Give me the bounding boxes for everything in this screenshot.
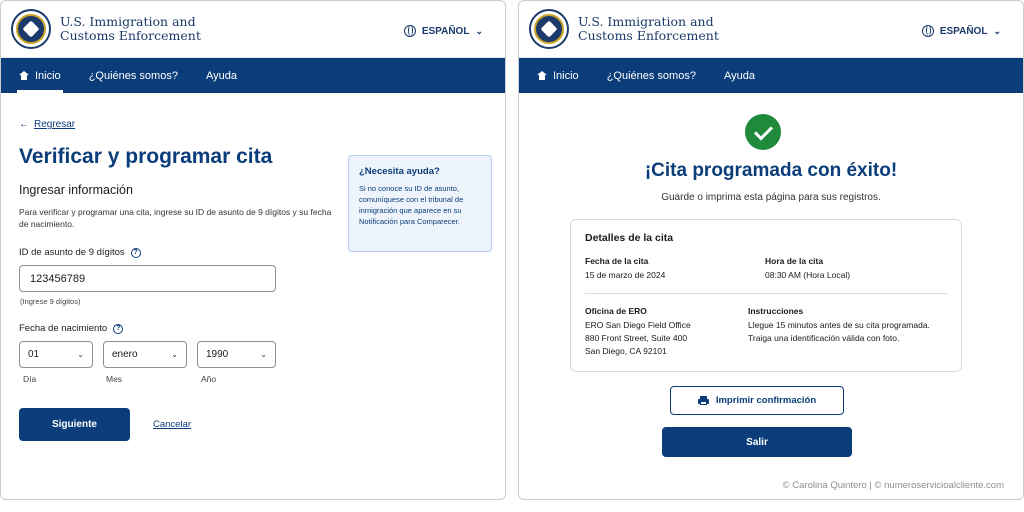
back-link[interactable]: ← Regresar [19,119,76,130]
cancel-link[interactable]: Cancelar [153,419,192,430]
watermark-credit: © Carolina Quintero | © numeroservicioalcliente.com [782,480,1004,491]
arrow-left-icon: ← [19,119,29,130]
check-circle-icon [745,114,781,150]
instructions-label: Instrucciones [748,306,804,316]
home-icon [19,71,29,80]
nav-item-quienes-somos[interactable]: ¿Quiénes somos? [88,69,178,82]
dob-year-select[interactable]: 1990 ⌄ [197,341,276,368]
date-label: Fecha de la cita [585,256,649,266]
main-nav [1,58,505,93]
time-label: Hora de la cita [765,256,824,266]
language-selector[interactable]: ESPAÑOL ⌄ [404,25,483,37]
chevron-down-icon: ⌄ [77,350,84,359]
agency-name[interactable]: U.S. Immigration and Customs Enforcement [60,14,201,43]
case-id-label: ID de asunto de 9 dígitos ? [19,247,141,258]
main-nav [519,58,1023,93]
chevron-down-icon: ⌄ [475,25,483,36]
confirmation-panel [518,0,1024,500]
verify-panel [0,0,506,500]
nav-item-ayuda[interactable]: Ayuda [723,69,755,82]
nav-item-inicio[interactable]: Inicio [19,58,61,93]
success-subtitle: Guarde o imprima esta página para sus registros. [661,192,881,203]
dob-month-select[interactable]: enero ⌄ [103,341,187,368]
site-header [1,1,505,58]
dob-day-select[interactable]: 01 ⌄ [19,341,93,368]
instructions-text: Llegue 15 minutos antes de su cita programada. Traiga una identificación válida con foto. [748,320,930,343]
chevron-down-icon: ⌄ [171,350,178,359]
case-id-input[interactable]: 123456789 [19,265,276,292]
appointment-details-card [570,219,962,372]
office-label: Oficina de ERO [585,306,647,316]
success-title: ¡Cita programada con éxito! [644,160,898,181]
case-id-hint: (Ingrese 9 dígitos) [20,297,81,306]
language-selector[interactable]: ESPAÑOL ⌄ [922,25,1001,37]
question-circle-icon[interactable]: ? [131,248,141,258]
chevron-down-icon: ⌄ [993,25,1001,36]
nav-item-inicio[interactable]: Inicio [537,58,579,93]
dob-year-label: Año [201,374,217,384]
help-box-title: ¿Necesita ayuda? [359,166,440,177]
help-box-body: Si no conoce su ID de asunto, comuníquese con el tribunal de inmigración que aparece en su Notificación para Comparecer. [359,184,464,226]
site-header [519,1,1023,58]
globe-icon [922,25,934,37]
next-button[interactable]: Siguiente [19,408,130,441]
print-confirmation-button[interactable]: Imprimir confirmación [670,386,844,415]
seal-logo-icon[interactable] [11,9,51,49]
home-icon [537,71,547,80]
card-title: Detalles de la cita [585,232,674,244]
dob-label: Fecha de nacimiento ? [19,323,123,334]
globe-icon [404,25,416,37]
nav-item-ayuda[interactable]: Ayuda [205,69,237,82]
section-title: Ingresar información [19,183,133,197]
page-title: Verificar y programar cita [19,145,273,168]
intro-text: Para verificar y programar una cita, ingrese su ID de asunto de 9 dígitos y su fecha de nacimiento. [19,207,332,229]
dob-month-label: Mes [106,374,123,384]
divider [585,293,947,294]
agency-name[interactable]: U.S. Immigration and Customs Enforcement [578,14,719,43]
nav-item-quienes-somos[interactable]: ¿Quiénes somos? [606,69,696,82]
question-circle-icon[interactable]: ? [113,324,123,334]
dob-day-label: Día [23,374,37,384]
time-value: 08:30 AM (Hora Local) [765,270,851,280]
exit-button[interactable]: Salir [662,427,852,457]
date-value: 15 de marzo de 2024 [585,270,666,280]
office-address: ERO San Diego Field Office 880 Front Street, Suite 400 San Diego, CA 92101 [585,320,691,356]
chevron-down-icon: ⌄ [260,350,267,359]
help-box [348,155,492,252]
printer-icon [698,396,709,405]
seal-logo-icon[interactable] [529,9,569,49]
